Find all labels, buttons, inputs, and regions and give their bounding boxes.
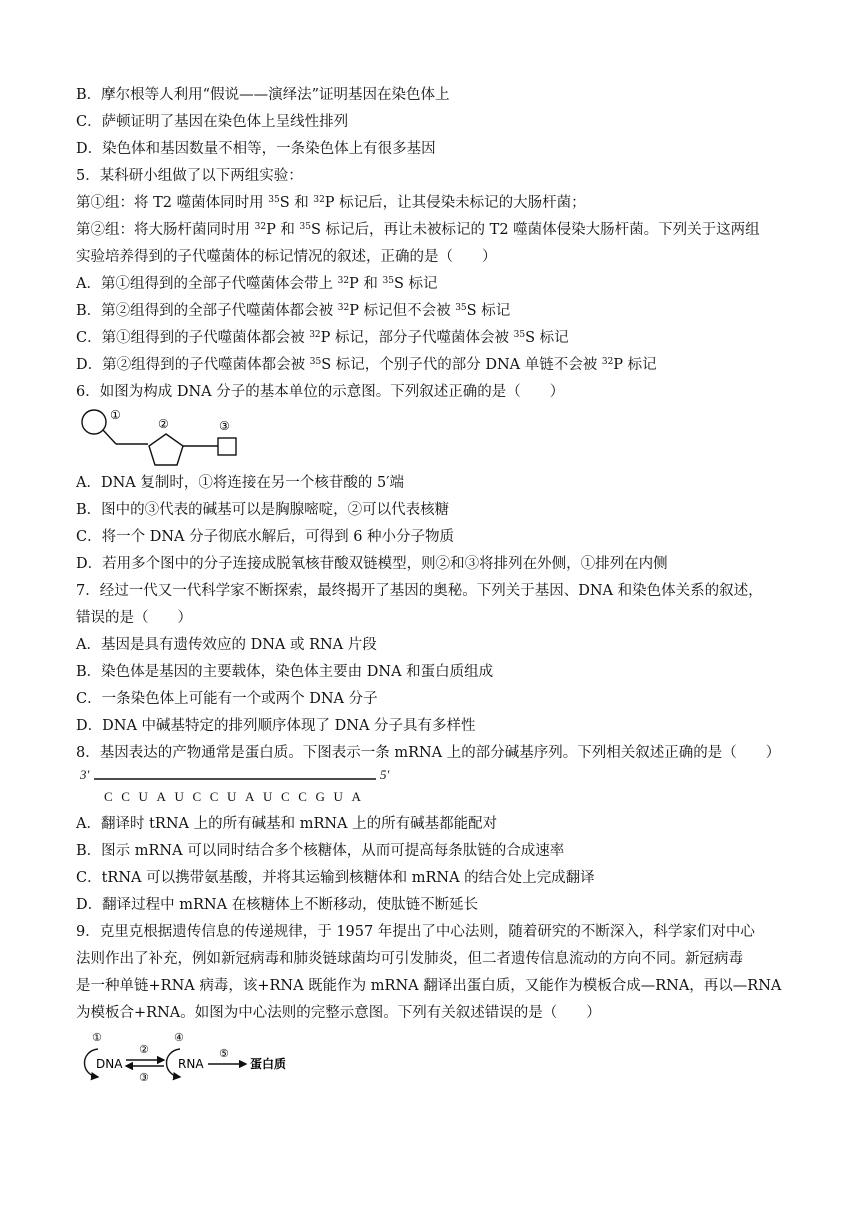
mrna-diagram xyxy=(76,767,788,811)
label-3: ③ xyxy=(139,1071,149,1083)
label-3: ③ xyxy=(219,419,230,433)
q9-stem-line2: 法则作出了补充，例如新冠病毒和肺炎链球菌均可引发肺炎，但二者遗传信息流动的方向不同。新冠病毒 xyxy=(76,951,743,967)
base-square xyxy=(218,438,236,455)
q6-option-c: C．将一个 DNA 分子彻底水解后，可得到 6 种小分子物质 xyxy=(76,529,455,545)
q5-stem: 5．某科研小组做了以下两组实验： xyxy=(76,168,303,184)
q5-option-d xyxy=(76,352,788,379)
q8-option-c: C．tRNA 可以携带氨基酸，并将其运输到核糖体和 mRNA 的结合处上完成翻译 xyxy=(76,870,595,886)
q4-option-c: C．萨顿证明了基因在染色体上呈线性排列 xyxy=(76,114,349,130)
text: S 标记 xyxy=(525,330,569,346)
q7-option-a: A．基因是具有遗传效应的 DNA 或 RNA 片段 xyxy=(76,637,377,653)
q7-option-b: B．染色体是基因的主要载体，染色体主要由 DNA 和蛋白质组成 xyxy=(76,664,494,680)
central-dogma-diagram xyxy=(76,1031,788,1083)
text: 第①组：将 T2 噬菌体同时用 xyxy=(76,195,269,211)
superscript: 32 xyxy=(337,276,350,286)
superscript: 35 xyxy=(382,276,394,286)
q8-option-a: A．翻译时 tRNA 上的所有碱基和 mRNA 上的所有碱基都能配对 xyxy=(76,816,498,832)
superscript: 35 xyxy=(455,303,467,313)
mrna-sequence: CCUAUCCUAUCCGUA xyxy=(104,789,370,804)
protein-label: 蛋白质 xyxy=(250,1057,287,1071)
superscript: 32 xyxy=(601,357,614,367)
text: P 标记，部分子代噬菌体会被 xyxy=(320,330,514,346)
label-4: ④ xyxy=(174,1031,184,1044)
q7-stem-cont: 错误的是（ ） xyxy=(76,610,192,626)
nucleotide-diagram xyxy=(76,408,788,470)
superscript: 35 xyxy=(513,330,526,340)
dna-label: DNA xyxy=(96,1057,123,1071)
superscript: 35 xyxy=(309,357,322,367)
rna-label: RNA xyxy=(178,1057,204,1071)
q7-option-c: C．一条染色体上可能有一个或两个 DNA 分子 xyxy=(76,691,378,707)
q5-stem-cont: 实验培养得到的子代噬菌体的标记情况的叙述，正确的是（ ） xyxy=(76,249,497,265)
q5-option-a xyxy=(76,271,788,298)
superscript: 35 xyxy=(299,222,311,232)
q5-option-c xyxy=(76,325,788,352)
q8-option-b: B．图示 mRNA 可以同时结合多个核糖体，从而可提高每条肽链的合成速率 xyxy=(76,843,565,859)
nucleotide-svg xyxy=(76,408,246,470)
text: D．第②组得到的子代噬菌体都会被 xyxy=(76,357,310,373)
sugar-pentagon xyxy=(149,434,183,465)
mrna-strand-svg xyxy=(76,767,376,787)
bond-line xyxy=(103,430,116,444)
superscript: 32 xyxy=(337,303,350,313)
q4-option-b: B．摩尔根等人利用“假说——演绎法”证明基因在染色体上 xyxy=(76,87,450,103)
q5-option-b xyxy=(76,298,788,325)
central-dogma-svg xyxy=(76,1031,306,1083)
q7-stem: 7．经过一代又一代科学家不断探索，最终揭开了基因的奥秘。下列关于基因、DNA 和染色体关系的叙述， xyxy=(76,583,763,599)
superscript: 32 xyxy=(309,330,321,340)
q6-option-a: A．DNA 复制时，①将连接在另一个核苷酸的 5′端 xyxy=(76,475,404,491)
q9-stem-line3: 是一种单链+RNA 病毒，该+RNA 既能作为 mRNA 翻译出蛋白质，又能作为模板合成—RNA，再以—RNA xyxy=(76,978,782,994)
label-1: ① xyxy=(110,408,121,422)
q6-option-b: B．图中的③代表的碱基可以是胸腺嘧啶，②可以代表核糖 xyxy=(76,502,450,518)
q8-option-d: D．翻译过程中 mRNA 在核糖体上不断移动，使肽链不断延长 xyxy=(76,897,479,913)
text: P 和 xyxy=(266,222,300,238)
text: P 标记后，让其侵染未标记的大肠杆菌； xyxy=(324,195,586,211)
text: P 标记但不会被 xyxy=(349,303,456,319)
q9-stem-line4: 为模板合+RNA。如图为中心法则的完整示意图。下列有关叙述错误的是（ ） xyxy=(76,1005,601,1021)
q4-option-d: D．染色体和基因数量不相等，一条染色体上有很多基因 xyxy=(76,141,436,157)
text: A．第①组得到的全部子代噬菌体会带上 xyxy=(76,276,338,292)
phosphate-circle xyxy=(82,410,106,434)
text: C．第①组得到的子代噬菌体都会被 xyxy=(76,330,310,346)
q6-option-d: D．若用多个图中的分子连接成脱氧核苷酸双链模型，则②和③将排列在外侧，①排列在内侧 xyxy=(76,556,668,572)
label-5: ⑤ xyxy=(219,1047,229,1060)
q5-group2 xyxy=(76,217,788,244)
text: 第②组：将大肠杆菌同时用 xyxy=(76,222,255,238)
superscript: 35 xyxy=(268,195,280,205)
q7-option-d: D．DNA 中碱基特定的排列顺序体现了 DNA 分子具有多样性 xyxy=(76,718,476,734)
text: S 标记后，再让未被标记的 T2 噬菌体侵染大肠杆菌。下列关于这两组 xyxy=(311,222,760,238)
superscript: 32 xyxy=(254,222,267,232)
superscript: 32 xyxy=(313,195,325,205)
text: S 标记，个别子代的部分 DNA 单链不会被 xyxy=(321,357,602,373)
label-2: ② xyxy=(158,417,169,431)
text: S 和 xyxy=(279,195,314,211)
mrna-3prime-label: 3′ xyxy=(80,767,90,782)
q8-stem: 8．基因表达的产物通常是蛋白质。下图表示一条 mRNA 上的部分碱基序列。下列相关叙述正确的是（ ） xyxy=(76,745,781,761)
q9-stem-line1: 9．克里克根据遗传信息的传递规律，于 1957 年提出了中心法则，随着研究的不断深入，科学家们对中心 xyxy=(76,924,755,940)
label-2: ② xyxy=(139,1043,149,1056)
text: B．第②组得到的全部子代噬菌体都会被 xyxy=(76,303,338,319)
text: S 标记 xyxy=(466,303,511,319)
text: P 标记 xyxy=(613,357,657,373)
mrna-5prime-label: 5′ xyxy=(380,767,390,782)
q6-stem: 6．如图为构成 DNA 分子的基本单位的示意图。下列叙述正确的是（ ） xyxy=(76,384,565,400)
label-1: ① xyxy=(92,1031,102,1044)
text: S 标记 xyxy=(393,276,438,292)
text: P 和 xyxy=(349,276,383,292)
q5-group1 xyxy=(76,190,788,217)
exam-page xyxy=(76,82,788,1083)
